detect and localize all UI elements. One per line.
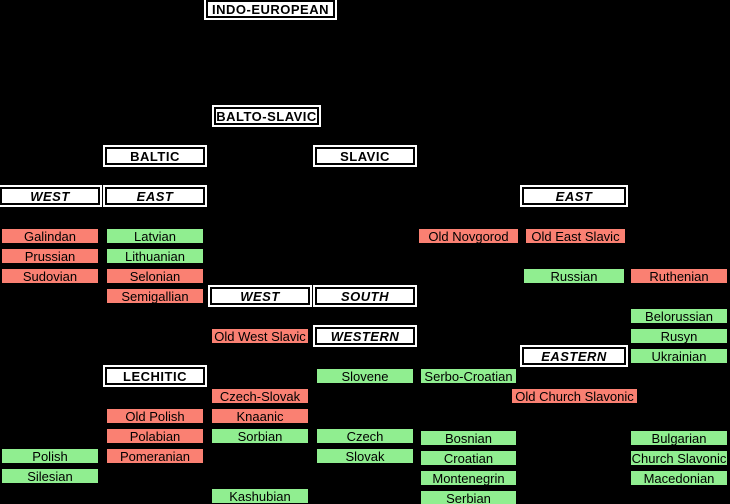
node-baltic: BALTIC	[105, 147, 205, 165]
node-semigallian: Semigallian	[105, 287, 205, 305]
node-baltic-east: EAST	[105, 187, 205, 205]
node-polabian: Polabian	[105, 427, 205, 445]
node-macedonian: Macedonian	[629, 469, 729, 487]
node-ukrainian: Ukrainian	[629, 347, 729, 365]
node-slavic-east: EAST	[522, 187, 626, 205]
node-old-novgorod: Old Novgorod	[417, 227, 520, 245]
node-russian: Russian	[522, 267, 626, 285]
node-serbo-croatian: Serbo-Croatian	[419, 367, 518, 385]
node-bosnian: Bosnian	[419, 429, 518, 447]
node-polish: Polish	[0, 447, 100, 465]
node-bulgarian: Bulgarian	[629, 429, 729, 447]
node-old-polish: Old Polish	[105, 407, 205, 425]
node-old-west-slavic: Old West Slavic	[210, 327, 310, 345]
node-knaanic: Knaanic	[210, 407, 310, 425]
node-old-east-slavic: Old East Slavic	[524, 227, 627, 245]
node-pomeranian: Pomeranian	[105, 447, 205, 465]
node-montenegrin: Montenegrin	[419, 469, 518, 487]
node-silesian: Silesian	[0, 467, 100, 485]
node-belorussian: Belorussian	[629, 307, 729, 325]
node-rusyn: Rusyn	[629, 327, 729, 345]
node-slavic-west: WEST	[210, 287, 310, 305]
node-lechitic: LECHITIC	[105, 367, 205, 385]
node-south: SOUTH	[315, 287, 415, 305]
node-church-slavonic: Church Slavonic	[629, 449, 729, 467]
node-sorbian: Sorbian	[210, 427, 310, 445]
node-serbian: Serbian	[419, 489, 518, 504]
node-old-church-slavonic: Old Church Slavonic	[510, 387, 639, 405]
node-croatian: Croatian	[419, 449, 518, 467]
node-ruthenian: Ruthenian	[629, 267, 729, 285]
node-lithuanian: Lithuanian	[105, 247, 205, 265]
node-balto-slavic: BALTO-SLAVIC	[214, 107, 319, 125]
node-latvian: Latvian	[105, 227, 205, 245]
node-selonian: Selonian	[105, 267, 205, 285]
node-czech-slovak: Czech-Slovak	[210, 387, 310, 405]
node-prussian: Prussian	[0, 247, 100, 265]
node-slovene: Slovene	[315, 367, 415, 385]
node-sudovian: Sudovian	[0, 267, 100, 285]
node-indo-european: INDO-EUROPEAN	[206, 0, 335, 18]
node-slavic: SLAVIC	[315, 147, 415, 165]
node-western: WESTERN	[315, 327, 415, 345]
node-kashubian: Kashubian	[210, 487, 310, 504]
node-slovak: Slovak	[315, 447, 415, 465]
node-eastern: EASTERN	[522, 347, 626, 365]
node-baltic-west: WEST	[0, 187, 100, 205]
node-czech: Czech	[315, 427, 415, 445]
node-galindan: Galindan	[0, 227, 100, 245]
